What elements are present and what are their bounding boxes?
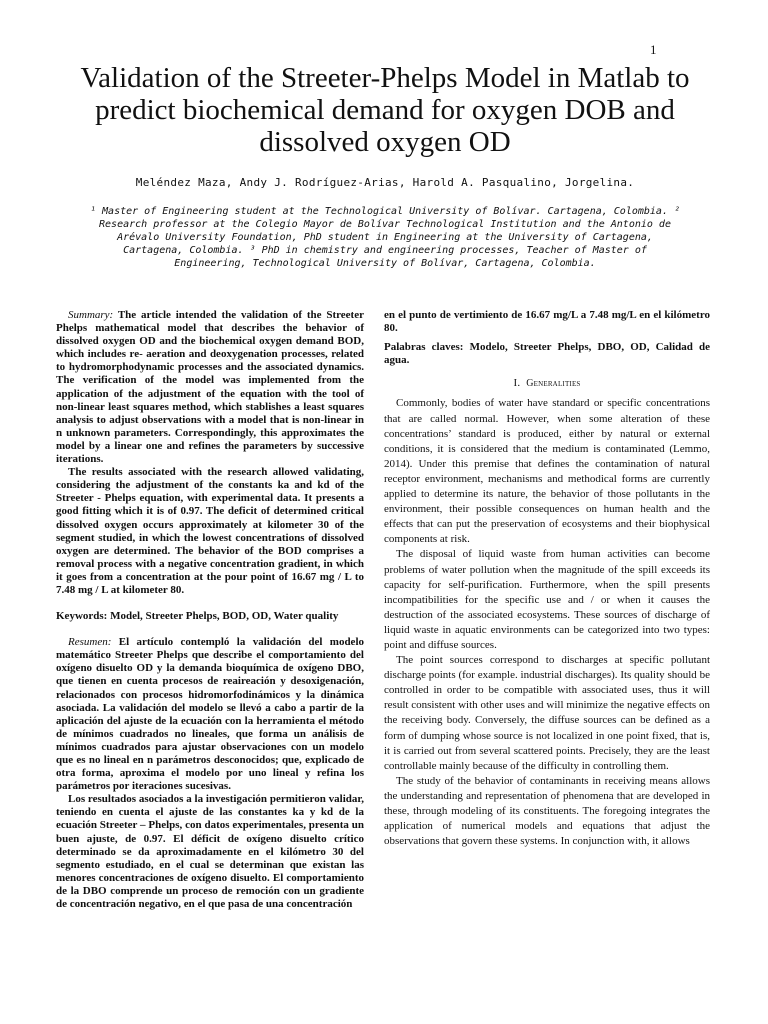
resumen-label: Resumen: <box>68 636 112 649</box>
left-column <box>56 309 364 911</box>
resumen-text-1: El artículo contempló la validación del modelo matemático Streeter Phelps que describe el comportamiento del oxígeno disuelto OD y la demanda bioquímica de oxígeno DBO, que tienen en cuenta procesos de reaireación y desoxigenación, relacionados con procesos hidromorfodinámicos y la dinámica asociada. La validación del modelo se llevó a cabo a partir de la aplicación del ajuste de la ecuación con la herramienta el método de mínimos cuadrados no lineales, que forma un análisis de mínimos cuadrados para ajustar observaciones con un modelo que es no lineal en n parámetros desconocidos; que, explicado de otra forma, aproxima el modelo por uno lineal y refina los parámetros por iteraciones sucesivas. <box>56 636 364 793</box>
summary-paragraph-2: The results associated with the research allowed validating, considering the adjustment of the constants ka and kd of the Streeter - Phelps equation, with experimental data. It presents a good fitting which it is of 0.97. The deficit of determined critical dissolved oxygen occurs approximately at kilometer 30 of the segment studied, in which the lowest concentrations of dissolved oxygen are determined. The behavior of the BOD comprises a removal process with a negative concentration gradient, in which it goes from a concentration at the pour point of 16.67 mg / L to 7.48 mg / L at kilometer 80. <box>56 466 364 596</box>
paper-title: Validation of the Streeter-Phelps Model in Matlab to predict biochemical demand for oxygen DOB and dissolved oxygen OD <box>80 62 690 158</box>
author-affiliations: ¹ Master of Engineering student at the Technological University of Bolívar. Cartagena, Colombia. ² Research professor at the Colegio Mayor de Bolívar Technological Institution and the Antonio de Arévalo University Foundation, PhD student in Engineering at the University of Cartagena, Cartagena, Colombia. ³ PhD in chemistry and engineering processes, Teacher of Master of Engineering, Technological University of Bolívar, Cartagena, Colombia. <box>90 206 681 269</box>
palabras-clave: Palabras claves: Modelo, Streeter Phelps, DBO, OD, Calidad de agua. <box>384 341 710 367</box>
section-paragraph-2: The disposal of liquid waste from human activities can become problems of water pollution when the magnitude of the spill exceeds its capacity for self-purification. Furthermore, when the spill presents incompatibilities for the specific use and / or when it causes the destruction of the associated ecosystems. These sources of discharge of liquid waste in aquatic environments can be categorized into two types: point and diffuse sources. <box>384 548 710 651</box>
right-column <box>384 309 710 849</box>
resumen-paragraph-1 <box>56 636 364 793</box>
section-paragraph-1: Commonly, bodies of water have standard or specific concentrations that are called normal. However, when some alteration of these concentrations’ standard is produced, either by natural or external conditions, it is considered that the medium is contaminated (Lemmo, 2014). Under this premise that defines the contamination of natural receptor environment, mechanisms and methodical forms are currently applied to determine its nature, the behavior of those pollutants in the environment, their possible consequences on human health and the effects that can put the preservation of ecosystems and their biophysical components at risk. <box>384 397 710 546</box>
keywords: Keywords: Model, Streeter Phelps, BOD, OD, Water quality <box>56 610 339 623</box>
section-paragraph-3: The point sources correspond to discharges at specific pollutant discharge points (for example. industrial discharges). Its quality should be controlled in order to be compatible with associated uses, thus it will result consistent with other uses and will minimize the negative effects on the receiving body. Conversely, the diffuse sources can be defined as a form of dumping whose source is not localized in one point fixed, that is, it is carried out from several scattered points. Precisely, they are the least controllable mainly because of the difficulty in controlling them. <box>384 654 710 772</box>
summary-label: Summary: <box>68 309 114 321</box>
resumen-continuation: en el punto de vertimiento de 16.67 mg/L a 7.48 mg/L en el kilómetro 80. <box>384 309 710 335</box>
section-title: Generalities <box>526 378 581 390</box>
author-list: Meléndez Maza, Andy J. Rodríguez-Arias, Harold A. Pasqualino, Jorgelina. <box>135 176 635 189</box>
summary-paragraph-1 <box>56 309 364 466</box>
summary-text-1: The article intended the validation of the Streeter Phelps mathematical model that describes the behavior of dissolved oxygen OD and the biochemical oxygen demand BOD, which includes re- aeration and deoxygenation processes, related to hydromorphodynamic processes and the associated dynamics. The verification of the model was implemented from the application of the adjustment of the equation with the tool of non-linear least squares method, which stablishes a least squares analysis to adjust observations with a model that is non-linear in n unknown parameters. Correspondingly, this approximates the model by a linear one and refines the parameters by successive iterations. <box>56 309 364 466</box>
resumen-paragraph-2: Los resultados asociados a la investigación permitieron validar, teniendo en cuenta el ajuste de las constantes ka y kd de la ecuación Streeter – Phelps, con datos experimentales, presenta un buen ajuste, de 0.97. El déficit de oxígeno disuelto crítico determinado se da aproximadamente en el kilómetro 30 del segmento estudiado, en el cual se determinan que existan las menores concentraciones de oxígeno disuelto. El comportamiento de la DBO comprende un proceso de remoción con un gradiente de concentración negativo, en el que pasa de una concentración <box>56 793 364 911</box>
section-number: I. <box>513 377 521 390</box>
section-heading <box>384 377 710 390</box>
page-number: 1 <box>650 42 657 57</box>
section-paragraph-4: The study of the behavior of contaminants in receiving means allows the understanding and representation of phenomena that are developed in these, through modeling of its constituents. The foregoing integrates the application of numerical models and equations that adjust the observations that govern these systems. In conjunction with, it allows <box>384 774 710 848</box>
